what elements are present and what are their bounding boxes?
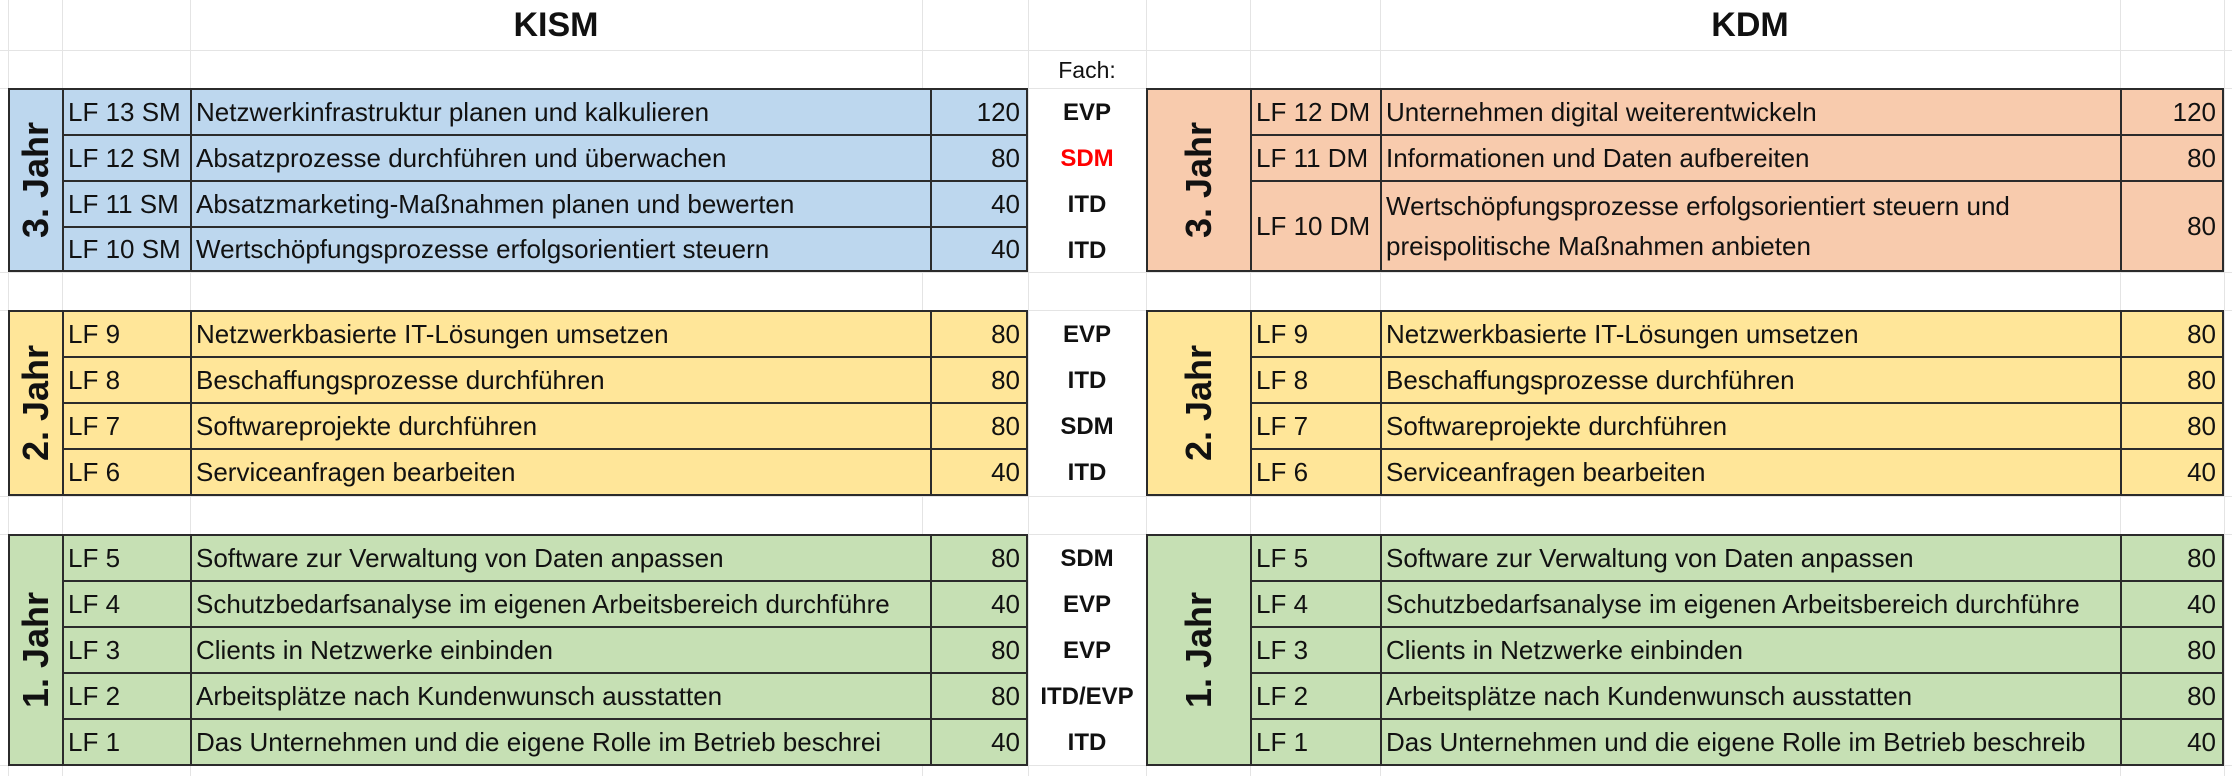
grid-line — [0, 496, 2232, 497]
lf-code: LF 12 SM — [64, 136, 192, 182]
lf-code: LF 4 — [1252, 582, 1382, 628]
lf-code: LF 7 — [1252, 404, 1382, 450]
lf-hours: 40 — [932, 720, 1028, 766]
table-row — [1148, 404, 2224, 450]
kism-year2-block — [8, 310, 1028, 496]
lf-hours: 80 — [932, 136, 1028, 182]
table-row — [10, 582, 1028, 628]
lf-hours: 40 — [2122, 450, 2224, 496]
kdm-title: KDM — [1711, 6, 1789, 44]
lf-code: LF 3 — [1252, 628, 1382, 674]
lf-name: Arbeitsplätze nach Kundenwunsch ausstatten — [1382, 674, 2122, 720]
table-row — [10, 182, 1028, 228]
table-row — [10, 358, 1028, 404]
lf-code: LF 12 DM — [1252, 90, 1382, 136]
lf-code: LF 1 — [64, 720, 192, 766]
lf-hours: 80 — [2122, 404, 2224, 450]
lf-code: LF 10 DM — [1252, 182, 1382, 272]
subject-itd-evp: ITD/EVP — [1040, 683, 1134, 710]
subject-itd: ITD — [1067, 459, 1107, 486]
lf-code: LF 2 — [64, 674, 192, 720]
table-row — [1148, 136, 2224, 182]
table-row — [1148, 674, 2224, 720]
lf-name: Netzwerkbasierte IT-Lösungen umsetzen — [192, 312, 932, 358]
kdm-year3-block — [1146, 88, 2224, 272]
lf-name: Clients in Netzwerke einbinden — [1382, 628, 2122, 674]
kdm-year1-label: 1. Jahr — [1148, 536, 1252, 766]
lf-name: Arbeitsplätze nach Kundenwunsch ausstatten — [192, 674, 932, 720]
lf-hours: 80 — [932, 404, 1028, 450]
lf-hours: 80 — [2122, 674, 2224, 720]
lf-hours: 80 — [2122, 136, 2224, 182]
kism-year1-block — [8, 534, 1028, 766]
lf-hours: 80 — [2122, 628, 2224, 674]
lf-hours: 80 — [932, 674, 1028, 720]
lf-hours: 80 — [2122, 182, 2224, 272]
kism-title: KISM — [513, 6, 599, 44]
table-row — [1148, 582, 2224, 628]
lf-hours: 80 — [2122, 536, 2224, 582]
fach-label: Fach: — [1058, 57, 1116, 83]
table-row — [10, 536, 1028, 582]
lf-hours: 40 — [932, 582, 1028, 628]
lf-name: Netzwerkinfrastruktur planen und kalkulieren — [192, 90, 932, 136]
lf-name: Absatzmarketing-Maßnahmen planen und bewerten — [192, 182, 932, 228]
grid-line — [2224, 0, 2225, 776]
lf-name: Beschaffungsprozesse durchführen — [1382, 358, 2122, 404]
lf-hours: 120 — [932, 90, 1028, 136]
lf-hours: 80 — [932, 536, 1028, 582]
subject-sdm: SDM — [1060, 413, 1114, 440]
lf-code: LF 5 — [1252, 536, 1382, 582]
table-row — [1148, 182, 2224, 272]
table-row — [1148, 90, 2224, 136]
lf-hours: 40 — [932, 182, 1028, 228]
lf-name: Wertschöpfungsprozesse erfolgsorientiert steuern und preispolitische Maßnahmen anbieten — [1382, 182, 2122, 272]
lf-code: LF 9 — [64, 312, 192, 358]
table-row — [10, 450, 1028, 496]
lf-code: LF 9 — [1252, 312, 1382, 358]
lf-code: LF 2 — [1252, 674, 1382, 720]
lf-hours: 80 — [2122, 312, 2224, 358]
table-row — [1148, 312, 2224, 358]
table-row — [10, 720, 1028, 766]
lf-name: Netzwerkbasierte IT-Lösungen umsetzen — [1382, 312, 2122, 358]
table-row — [10, 136, 1028, 182]
lf-name: Wertschöpfungsprozesse erfolgsorientiert steuern — [192, 228, 932, 272]
kism-year1-label: 1. Jahr — [10, 536, 64, 766]
lf-name: Beschaffungsprozesse durchführen — [192, 358, 932, 404]
lf-code: LF 8 — [1252, 358, 1382, 404]
table-row — [10, 628, 1028, 674]
kism-year2-label: 2. Jahr — [10, 312, 64, 496]
lf-name: Das Unternehmen und die eigene Rolle im Betrieb beschrei — [192, 720, 932, 766]
lf-hours: 40 — [2122, 720, 2224, 766]
lf-hours: 80 — [932, 312, 1028, 358]
kdm-year2-block — [1146, 310, 2224, 496]
lf-name: Unternehmen digital weiterentwickeln — [1382, 90, 2122, 136]
lf-hours: 80 — [932, 358, 1028, 404]
subject-evp: EVP — [1062, 637, 1112, 664]
lf-name: Absatzprozesse durchführen und überwachen — [192, 136, 932, 182]
table-row — [1148, 720, 2224, 766]
lf-name: Schutzbedarfsanalyse im eigenen Arbeitsbereich durchführe — [192, 582, 932, 628]
lf-code: LF 4 — [64, 582, 192, 628]
subject-itd: ITD — [1067, 729, 1107, 756]
lf-name: Softwareprojekte durchführen — [1382, 404, 2122, 450]
lf-code: LF 7 — [64, 404, 192, 450]
lf-name: Serviceanfragen bearbeiten — [1382, 450, 2122, 496]
subject-itd: ITD — [1067, 191, 1107, 218]
subject-evp: EVP — [1062, 321, 1112, 348]
lf-name: Clients in Netzwerke einbinden — [192, 628, 932, 674]
lf-code: LF 1 — [1252, 720, 1382, 766]
lf-code: LF 13 SM — [64, 90, 192, 136]
subject-sdm: SDM — [1060, 545, 1114, 572]
table-row — [10, 90, 1028, 136]
kism-year3-label: 3. Jahr — [10, 90, 64, 272]
lf-hours: 80 — [2122, 358, 2224, 404]
subject-itd: ITD — [1067, 237, 1107, 264]
subject-itd: ITD — [1067, 367, 1107, 394]
lf-hours: 80 — [932, 628, 1028, 674]
table-row — [10, 674, 1028, 720]
lf-code: LF 5 — [64, 536, 192, 582]
lf-hours: 40 — [932, 450, 1028, 496]
kism-year3-block — [8, 88, 1028, 272]
table-row — [1148, 536, 2224, 582]
lf-code: LF 8 — [64, 358, 192, 404]
subject-evp: EVP — [1062, 99, 1112, 126]
lf-hours: 120 — [2122, 90, 2224, 136]
table-row — [1148, 628, 2224, 674]
subject-sdm: SDM — [1060, 145, 1114, 172]
lf-name: Software zur Verwaltung von Daten anpassen — [1382, 536, 2122, 582]
lf-code: LF 6 — [64, 450, 192, 496]
lf-name: Serviceanfragen bearbeiten — [192, 450, 932, 496]
kdm-year3-label: 3. Jahr — [1148, 90, 1252, 272]
lf-code: LF 11 SM — [64, 182, 192, 228]
lf-name: Das Unternehmen und die eigene Rolle im Betrieb beschreib — [1382, 720, 2122, 766]
table-row — [10, 404, 1028, 450]
table-row — [10, 312, 1028, 358]
lf-code: LF 3 — [64, 628, 192, 674]
lf-code: LF 11 DM — [1252, 136, 1382, 182]
lf-hours: 40 — [2122, 582, 2224, 628]
lf-code: LF 10 SM — [64, 228, 192, 272]
lf-hours: 40 — [932, 228, 1028, 272]
lf-name: Schutzbedarfsanalyse im eigenen Arbeitsbereich durchführe — [1382, 582, 2122, 628]
lf-code: LF 6 — [1252, 450, 1382, 496]
lf-name: Softwareprojekte durchführen — [192, 404, 932, 450]
kdm-year2-label: 2. Jahr — [1148, 312, 1252, 496]
lf-name: Software zur Verwaltung von Daten anpassen — [192, 536, 932, 582]
table-row — [10, 228, 1028, 272]
table-row — [1148, 450, 2224, 496]
subject-evp: EVP — [1062, 591, 1112, 618]
table-row — [1148, 358, 2224, 404]
lf-name: Informationen und Daten aufbereiten — [1382, 136, 2122, 182]
kdm-year1-block — [1146, 534, 2224, 766]
